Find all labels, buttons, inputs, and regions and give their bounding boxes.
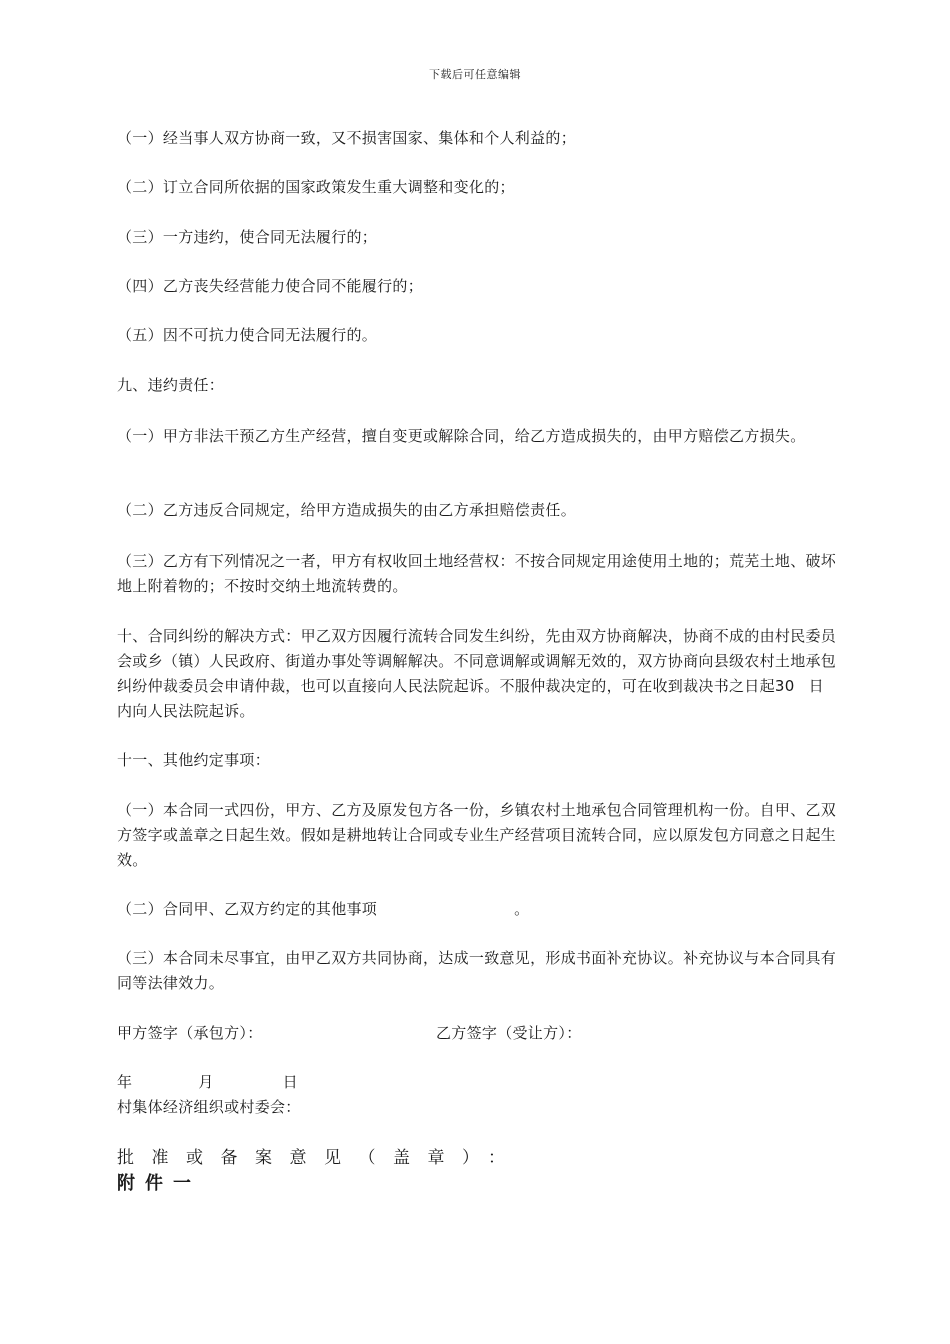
section-10-paragraph [117,624,837,724]
section-11-paragraph-1: （一）本合同一式四份，甲方、乙方及原发包方各一份，乡镇农村土地承包合同管理机构一份。自甲、乙双方签字或盖章之日起生效。假如是耕地转让合同或专业生产经营项目流转合同，应以原发包方同意之日起生效。 [117,801,837,869]
date-year: 年 [117,1073,133,1091]
section-9-title: 九、违约责任： [117,376,225,394]
signature-date [117,1070,837,1095]
section-11-item-2-end: 。 [514,900,530,918]
section-10-days: 30 [774,677,795,695]
termination-item-2: （二）订立合同所依据的国家政策发生重大调整和变化的； [117,178,515,196]
date-day: 日 [282,1073,298,1091]
section-9-paragraph-3: （三）乙方有下列情况之一者，甲方有权收回土地经营权：不按合同规定用途使用土地的；荒芜土地、破坏地上附着物的；不按时交纳土地流转费的。 [117,552,837,595]
party-b-signature-label: 乙方签字（受让方）： [436,1024,582,1042]
section-11-title: 十一、其他约定事项： [117,751,271,769]
approval-opinion-label: 批准或备案意见（盖章）： [117,1148,523,1168]
termination-item-1: （一）经当事人双方协商一致，又不损害国家、集体和个人利益的； [117,129,577,147]
section-10-text-end: 日内向人民法院起诉。 [117,677,824,720]
section-9-paragraph-2: （二）乙方违反合同规定，给甲方造成损失的由乙方承担赔偿责任。 [117,501,577,519]
party-a-signature-label: 甲方签字（承包方）： [117,1024,263,1042]
section-11-item-2-label: （二）合同甲、乙双方约定的其他事项 [117,900,378,918]
section-11-paragraph-2 [117,897,837,922]
termination-item-4: （四）乙方丧失经营能力使合同不能履行的； [117,277,424,295]
termination-item-5: （五）因不可抗力使合同无法履行的。 [117,326,378,344]
annex-title: 附件一 [117,1173,201,1194]
termination-item-3: （三）一方违约，使合同无法履行的； [117,228,378,246]
section-11-paragraph-3: （三）本合同未尽事宜，由甲乙双方共同协商，达成一致意见，形成书面补充协议。补充协议与本合同具有同等法律效力。 [117,949,837,992]
village-committee-label: 村集体经济组织或村委会： [117,1098,301,1116]
section-10-text: 十、合同纠纷的解决方式：甲乙双方因履行流转合同发生纠纷，先由双方协商解决，协商不成的由村民委员会或乡（镇）人民政府、街道办事处等调解解决。不同意调解或调解无效的，双方协商向县级农村土地承包纠纷仲裁委员会申请仲裁，也可以直接向人民法院起诉。不服仲裁决定的，可在收到裁决书之日起 [117,627,837,695]
section-9-paragraph-1: （一）甲方非法干预乙方生产经营，擅自变更或解除合同，给乙方造成损失的，由甲方赔偿乙方损失。 [117,427,806,445]
page-header: 下载后可任意编辑 [429,68,521,81]
date-month: 月 [198,1073,214,1091]
